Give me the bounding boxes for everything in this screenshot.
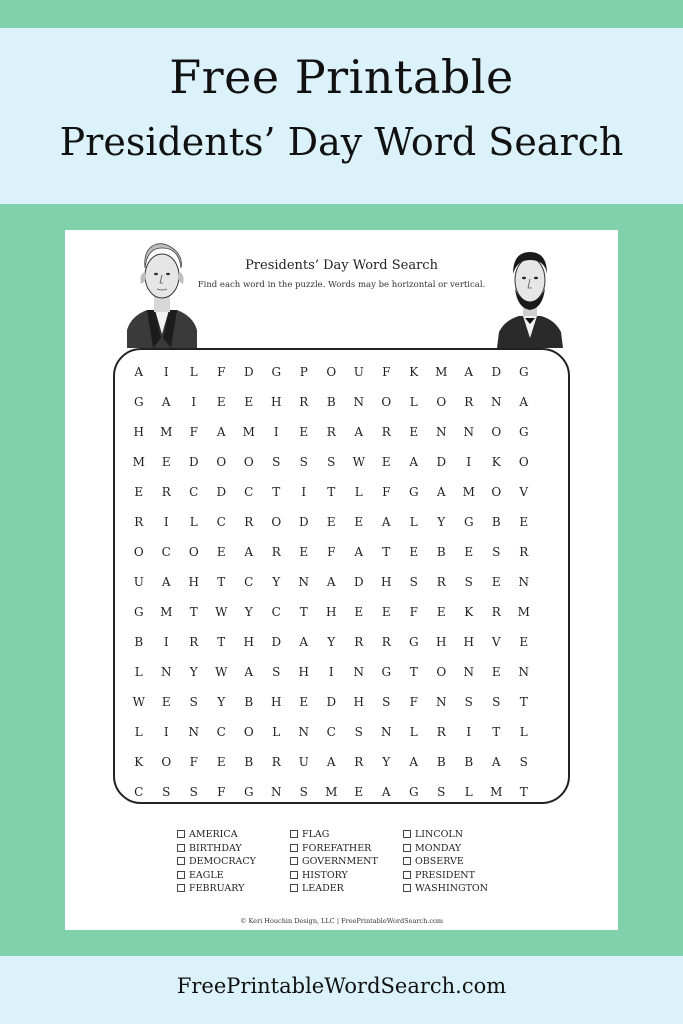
- grid-letter: R: [326, 425, 336, 439]
- grid-letter: A: [326, 575, 336, 589]
- grid-letter: N: [436, 425, 447, 439]
- grid-letter: I: [273, 425, 279, 439]
- checkbox-icon[interactable]: [290, 830, 298, 838]
- word-list-item[interactable]: [177, 869, 290, 883]
- grid-letter: Y: [437, 515, 446, 529]
- grid-letter: G: [518, 425, 529, 439]
- grid-letter: L: [464, 785, 473, 799]
- checkbox-icon[interactable]: [290, 884, 298, 892]
- grid-letter: A: [244, 545, 254, 559]
- grid-letter: S: [299, 455, 308, 469]
- grid-letter: V: [519, 485, 529, 499]
- grid-letter: S: [354, 725, 363, 739]
- grid-letter: O: [216, 455, 227, 469]
- grid-letter: L: [272, 725, 281, 739]
- header-title-line1: Free Printable: [169, 50, 514, 104]
- grid-letter: L: [409, 725, 418, 739]
- grid-letter: E: [519, 635, 529, 649]
- grid-letter: E: [381, 605, 391, 619]
- grid-letter: I: [466, 455, 472, 469]
- grid-letter: T: [519, 785, 528, 799]
- grid-letter: E: [491, 575, 501, 589]
- grid-letter: L: [409, 395, 418, 409]
- grid-letter: T: [189, 605, 198, 619]
- grid-letter: C: [326, 725, 336, 739]
- grid-letter: D: [326, 695, 337, 709]
- checkbox-icon[interactable]: [403, 857, 411, 865]
- letter-grid: [125, 357, 538, 807]
- grid-letter: I: [466, 725, 472, 739]
- grid-letter: G: [381, 665, 392, 679]
- grid-letter: F: [382, 365, 391, 379]
- grid-letter: R: [189, 635, 199, 649]
- footer-banner: [0, 956, 683, 1024]
- grid-letter: N: [518, 665, 529, 679]
- grid-letter: T: [382, 545, 391, 559]
- grid-letter: T: [519, 695, 528, 709]
- grid-letter: F: [409, 605, 418, 619]
- grid-letter: N: [161, 665, 172, 679]
- grid-letter: N: [518, 575, 529, 589]
- grid-letter: H: [271, 695, 282, 709]
- grid-letter: N: [353, 665, 364, 679]
- grid-letter: G: [133, 395, 144, 409]
- grid-letter: E: [244, 395, 254, 409]
- checkbox-icon[interactable]: [177, 844, 185, 852]
- grid-letter: T: [492, 725, 501, 739]
- grid-letter: V: [491, 635, 501, 649]
- grid-letter: I: [328, 665, 334, 679]
- grid-letter: E: [436, 605, 446, 619]
- word-label: AMERICA: [189, 829, 238, 840]
- grid-letter: F: [189, 425, 198, 439]
- word-list-item[interactable]: [290, 882, 403, 896]
- grid-letter: L: [354, 485, 363, 499]
- checkbox-icon[interactable]: [290, 844, 298, 852]
- header-title-line2: Presidents’ Day Word Search: [59, 120, 624, 164]
- word-label: OBSERVE: [415, 856, 464, 867]
- grid-letter: E: [161, 455, 171, 469]
- grid-letter: P: [299, 365, 308, 379]
- grid-letter: E: [216, 395, 226, 409]
- grid-letter: N: [353, 395, 364, 409]
- grid-letter: N: [381, 725, 392, 739]
- grid-letter: Y: [189, 665, 198, 679]
- grid-letter: D: [436, 455, 447, 469]
- grid-letter: E: [409, 545, 419, 559]
- grid-letter: E: [354, 785, 364, 799]
- grid-letter: L: [134, 665, 143, 679]
- word-label: LINCOLN: [415, 829, 464, 840]
- word-list-item[interactable]: [290, 828, 403, 842]
- grid-letter: F: [217, 785, 226, 799]
- grid-letter: O: [271, 515, 282, 529]
- grid-letter: K: [491, 455, 501, 469]
- grid-letter: A: [299, 635, 309, 649]
- grid-letter: T: [409, 665, 418, 679]
- word-list-item[interactable]: [177, 828, 290, 842]
- grid-letter: B: [491, 515, 501, 529]
- grid-letter: A: [464, 365, 474, 379]
- grid-letter: M: [517, 605, 530, 619]
- grid-letter: Y: [217, 695, 226, 709]
- checkbox-icon[interactable]: [177, 830, 185, 838]
- word-list-item[interactable]: [403, 855, 516, 869]
- grid-letter: M: [490, 785, 503, 799]
- footer-site-name: FreePrintableWordSearch.com: [176, 974, 507, 998]
- checkbox-icon[interactable]: [177, 857, 185, 865]
- grid-letter: I: [191, 395, 197, 409]
- grid-letter: N: [463, 665, 474, 679]
- word-label: FOREFATHER: [302, 842, 372, 854]
- grid-letter: L: [409, 515, 418, 529]
- grid-letter: F: [382, 485, 391, 499]
- grid-letter: W: [215, 605, 228, 619]
- grid-letter: K: [464, 605, 474, 619]
- grid-letter: W: [215, 665, 228, 679]
- grid-letter: R: [134, 515, 144, 529]
- grid-letter: R: [244, 515, 254, 529]
- word-label: MONDAY: [415, 842, 462, 854]
- puzzle-title: Presidents’ Day Word Search: [245, 258, 438, 273]
- grid-letter: H: [436, 635, 447, 649]
- checkbox-icon[interactable]: [290, 871, 298, 879]
- grid-letter: G: [133, 605, 144, 619]
- word-list-item[interactable]: [290, 869, 403, 883]
- grid-letter: D: [271, 635, 282, 649]
- grid-letter: S: [299, 785, 308, 799]
- grid-letter: E: [299, 695, 309, 709]
- grid-letter: R: [464, 395, 474, 409]
- checkbox-icon[interactable]: [403, 871, 411, 879]
- grid-letter: M: [242, 425, 255, 439]
- header-banner: [0, 28, 683, 204]
- grid-letter: S: [464, 695, 473, 709]
- grid-letter: E: [326, 515, 336, 529]
- grid-letter: H: [353, 695, 364, 709]
- grid-letter: C: [244, 485, 254, 499]
- grid-letter: H: [381, 575, 392, 589]
- puzzle-instructions: Find each word in the puzzle. Words may be horizontal or vertical.: [197, 280, 486, 290]
- grid-letter: O: [161, 755, 172, 769]
- grid-letter: S: [189, 695, 198, 709]
- grid-letter: E: [299, 545, 309, 559]
- grid-letter: T: [299, 605, 308, 619]
- grid-letter: E: [216, 755, 226, 769]
- grid-letter: B: [244, 695, 254, 709]
- grid-letter: S: [189, 785, 198, 799]
- grid-letter: E: [464, 545, 474, 559]
- grid-letter: C: [161, 545, 171, 559]
- word-list-item[interactable]: [403, 842, 516, 856]
- grid-letter: S: [327, 455, 336, 469]
- grid-letter: B: [326, 395, 336, 409]
- grid-letter: L: [189, 515, 198, 529]
- grid-letter: H: [271, 395, 282, 409]
- grid-letter: G: [463, 515, 474, 529]
- grid-letter: U: [298, 755, 309, 769]
- word-list-item[interactable]: [403, 828, 516, 842]
- grid-letter: O: [491, 425, 502, 439]
- copyright-notice: © Keri Houchin Design, LLC | FreePrintableWordSearch.com: [239, 917, 444, 925]
- grid-letter: O: [243, 455, 254, 469]
- grid-letter: G: [271, 365, 282, 379]
- grid-letter: S: [272, 455, 281, 469]
- grid-letter: B: [134, 635, 144, 649]
- grid-letter: R: [271, 545, 281, 559]
- grid-letter: Y: [244, 605, 253, 619]
- grid-letter: I: [163, 635, 169, 649]
- word-column-2: [290, 828, 403, 896]
- grid-letter: O: [381, 395, 392, 409]
- grid-letter: L: [134, 725, 143, 739]
- grid-letter: H: [133, 425, 144, 439]
- word-label: BIRTHDAY: [189, 842, 242, 854]
- grid-letter: S: [162, 785, 171, 799]
- grid-letter: M: [462, 485, 475, 499]
- grid-letter: K: [134, 755, 144, 769]
- grid-letter: N: [271, 785, 282, 799]
- grid-letter: S: [382, 695, 391, 709]
- word-column-1: [177, 828, 290, 896]
- grid-letter: D: [353, 575, 364, 589]
- grid-letter: A: [519, 395, 529, 409]
- grid-letter: R: [491, 605, 501, 619]
- grid-letter: R: [381, 425, 391, 439]
- grid-letter: F: [327, 545, 336, 559]
- grid-letter: M: [160, 605, 173, 619]
- grid-letter: R: [354, 755, 364, 769]
- grid-letter: E: [134, 485, 144, 499]
- grid-letter: E: [409, 425, 419, 439]
- grid-letter: R: [161, 485, 171, 499]
- grid-letter: H: [188, 575, 199, 589]
- word-list: [177, 828, 537, 896]
- grid-letter: E: [161, 695, 171, 709]
- grid-letter: Y: [327, 635, 336, 649]
- grid-letter: O: [436, 665, 447, 679]
- grid-letter: D: [243, 365, 254, 379]
- grid-letter: A: [381, 515, 391, 529]
- grid-letter: R: [299, 395, 309, 409]
- grid-letter: A: [326, 755, 336, 769]
- grid-letter: Y: [272, 575, 281, 589]
- grid-letter: G: [243, 785, 254, 799]
- grid-letter: O: [326, 365, 337, 379]
- word-label: HISTORY: [302, 869, 348, 881]
- grid-letter: U: [353, 365, 364, 379]
- checkbox-icon[interactable]: [403, 830, 411, 838]
- word-label: DEMOCRACY: [189, 856, 256, 867]
- word-list-item[interactable]: [177, 842, 290, 856]
- word-search-sheet: [65, 230, 618, 930]
- word-label: PRESIDENT: [415, 869, 475, 881]
- word-list-item[interactable]: [177, 855, 290, 869]
- grid-letter: E: [354, 605, 364, 619]
- grid-letter: F: [217, 365, 226, 379]
- grid-letter: C: [216, 515, 226, 529]
- grid-letter: D: [491, 365, 502, 379]
- grid-letter: N: [463, 425, 474, 439]
- grid-letter: N: [298, 725, 309, 739]
- grid-letter: R: [519, 545, 529, 559]
- grid-letter: I: [163, 365, 169, 379]
- grid-letter: M: [435, 365, 448, 379]
- grid-letter: R: [354, 635, 364, 649]
- grid-letter: B: [244, 755, 254, 769]
- grid-letter: I: [163, 725, 169, 739]
- grid-letter: E: [299, 425, 309, 439]
- word-list-item[interactable]: [290, 842, 403, 856]
- grid-letter: A: [354, 545, 364, 559]
- grid-letter: O: [518, 455, 529, 469]
- grid-letter: E: [519, 515, 529, 529]
- grid-letter: S: [409, 575, 418, 589]
- abraham-lincoln-portrait: [495, 238, 565, 348]
- grid-letter: M: [160, 425, 173, 439]
- word-list-item[interactable]: [177, 882, 290, 896]
- grid-letter: S: [464, 575, 473, 589]
- grid-letter: L: [189, 365, 198, 379]
- grid-letter: N: [298, 575, 309, 589]
- grid-letter: O: [188, 545, 199, 559]
- grid-letter: E: [491, 665, 501, 679]
- grid-letter: R: [436, 725, 446, 739]
- grid-letter: T: [327, 485, 336, 499]
- grid-letter: G: [518, 365, 529, 379]
- grid-letter: R: [436, 575, 446, 589]
- checkbox-icon[interactable]: [403, 844, 411, 852]
- grid-letter: A: [134, 365, 144, 379]
- grid-letter: N: [188, 725, 199, 739]
- checkbox-icon[interactable]: [177, 884, 185, 892]
- grid-letter: S: [437, 785, 446, 799]
- grid-letter: B: [436, 545, 446, 559]
- grid-letter: R: [271, 755, 281, 769]
- grid-letter: A: [161, 575, 171, 589]
- grid-letter: D: [298, 515, 309, 529]
- word-label: WASHINGTON: [415, 883, 489, 894]
- word-label: EAGLE: [189, 869, 224, 881]
- grid-letter: S: [272, 665, 281, 679]
- grid-letter: A: [491, 755, 501, 769]
- word-column-3: [403, 828, 516, 896]
- grid-letter: W: [132, 695, 145, 709]
- grid-letter: F: [189, 755, 198, 769]
- grid-letter: E: [354, 515, 364, 529]
- grid-letter: A: [161, 395, 171, 409]
- grid-letter: T: [217, 635, 226, 649]
- grid-letter: I: [163, 515, 169, 529]
- grid-letter: E: [216, 545, 226, 559]
- grid-letter: A: [216, 425, 226, 439]
- grid-letter: O: [491, 485, 502, 499]
- word-label: FLAG: [302, 829, 330, 840]
- grid-letter: H: [298, 665, 309, 679]
- grid-letter: T: [217, 575, 226, 589]
- word-label: GOVERNMENT: [302, 856, 378, 867]
- grid-letter: A: [354, 425, 364, 439]
- word-list-item[interactable]: [403, 869, 516, 883]
- grid-letter: F: [409, 695, 418, 709]
- word-label: LEADER: [302, 883, 344, 894]
- grid-letter: D: [216, 485, 227, 499]
- grid-letter: A: [381, 785, 391, 799]
- grid-letter: G: [408, 485, 419, 499]
- grid-letter: G: [408, 785, 419, 799]
- grid-letter: B: [464, 755, 474, 769]
- grid-letter: O: [436, 395, 447, 409]
- grid-letter: C: [271, 605, 281, 619]
- grid-letter: S: [519, 755, 528, 769]
- grid-letter: C: [244, 575, 254, 589]
- word-list-item[interactable]: [290, 855, 403, 869]
- grid-letter: C: [216, 725, 226, 739]
- grid-letter: O: [243, 725, 254, 739]
- grid-letter: M: [132, 455, 145, 469]
- grid-letter: C: [189, 485, 199, 499]
- george-washington-portrait: [117, 238, 207, 348]
- grid-letter: H: [326, 605, 337, 619]
- grid-letter: W: [352, 455, 365, 469]
- grid-letter: A: [409, 755, 419, 769]
- grid-letter: A: [244, 665, 254, 679]
- grid-letter: O: [133, 545, 144, 559]
- grid-letter: S: [492, 695, 501, 709]
- grid-letter: N: [436, 695, 447, 709]
- checkbox-icon[interactable]: [403, 884, 411, 892]
- grid-letter: H: [463, 635, 474, 649]
- grid-letter: A: [409, 455, 419, 469]
- grid-letter: D: [188, 455, 199, 469]
- word-list-item[interactable]: [403, 882, 516, 896]
- grid-letter: L: [519, 725, 528, 739]
- grid-letter: B: [436, 755, 446, 769]
- grid-letter: T: [272, 485, 281, 499]
- grid-letter: Y: [382, 755, 391, 769]
- grid-letter: C: [134, 785, 144, 799]
- grid-letter: M: [325, 785, 338, 799]
- checkbox-icon[interactable]: [290, 857, 298, 865]
- grid-letter: S: [492, 545, 501, 559]
- grid-letter: E: [381, 455, 391, 469]
- grid-letter: R: [381, 635, 391, 649]
- checkbox-icon[interactable]: [177, 871, 185, 879]
- grid-letter: K: [409, 365, 419, 379]
- grid-letter: H: [243, 635, 254, 649]
- grid-letter: U: [133, 575, 144, 589]
- word-label: FEBRUARY: [189, 883, 245, 894]
- grid-letter: I: [301, 485, 307, 499]
- grid-letter: G: [408, 635, 419, 649]
- grid-letter: N: [491, 395, 502, 409]
- grid-letter: A: [436, 485, 446, 499]
